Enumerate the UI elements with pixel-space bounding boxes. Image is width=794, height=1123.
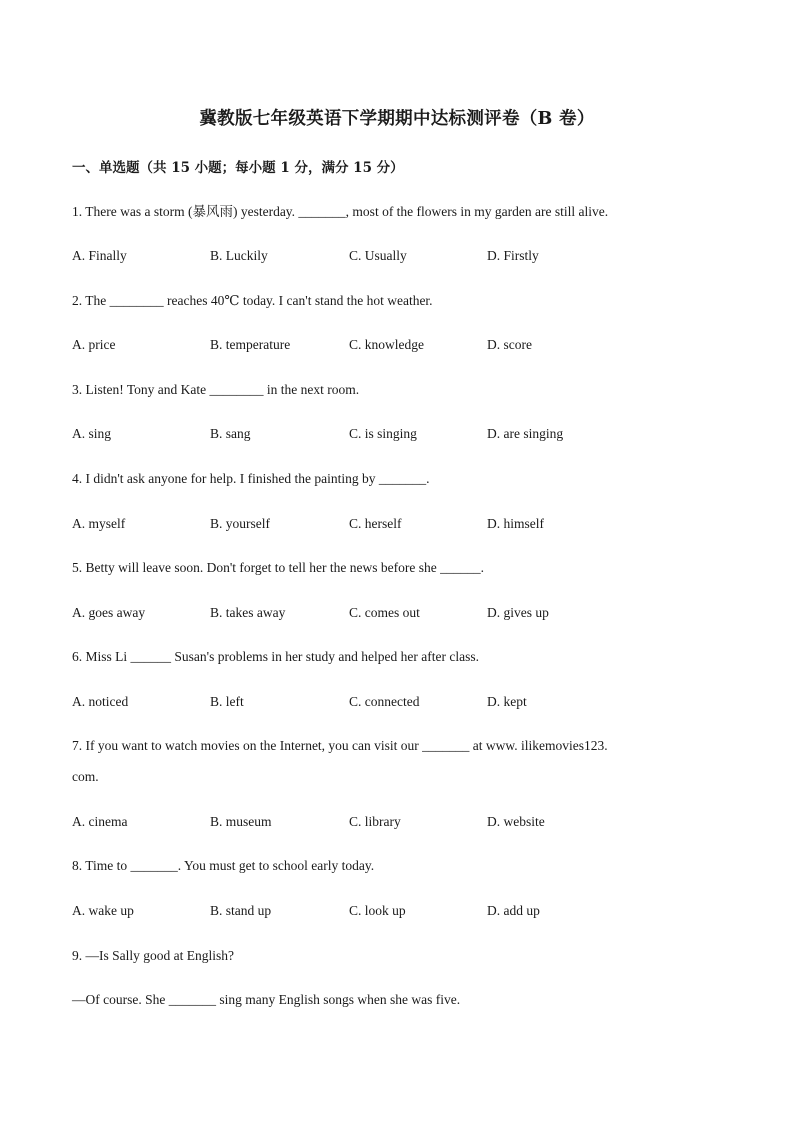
question-2-option-b: B. temperature	[210, 337, 291, 352]
question-8-stem: 8. Time to _______. You must get to school early today.	[72, 858, 375, 873]
question-8-option-b: B. stand up	[210, 903, 272, 918]
question-7-option-d: D. website	[487, 814, 545, 829]
question-7-option-c: C. library	[349, 814, 401, 829]
question-8-option-a: A. wake up	[72, 903, 134, 918]
question-3-stem: 3. Listen! Tony and Kate ________ in the next room.	[72, 382, 360, 397]
question-5-option-c: C. comes out	[349, 605, 420, 620]
question-6-option-b: B. left	[210, 694, 244, 709]
question-1-option-d: D. Firstly	[487, 248, 539, 263]
question-2-option-d: D. score	[487, 337, 532, 352]
question-8-option-d: D. add up	[487, 903, 540, 918]
question-5-option-b: B. takes away	[210, 605, 286, 620]
question-4-option-b: B. yourself	[210, 516, 270, 531]
question-4-option-d: D. himself	[487, 516, 544, 531]
question-6-option-d: D. kept	[487, 694, 527, 709]
question-7-option-b: B. museum	[210, 814, 272, 829]
question-7-stem-continued: com.	[72, 769, 99, 784]
question-7-option-a: A. cinema	[72, 814, 128, 829]
question-9-stem: 9. —Is Sally good at English?	[72, 948, 234, 963]
question-2-option-a: A. price	[72, 337, 116, 352]
question-5-option-a: A. goes away	[72, 605, 146, 620]
question-1-stem: 1. There was a storm (暴风雨) yesterday. _______, most of the flowers in my garden are still alive.	[72, 204, 609, 219]
question-3-option-d: D. are singing	[487, 426, 564, 441]
question-1-option-c: C. Usually	[349, 248, 407, 263]
question-5-option-d: D. gives up	[487, 605, 549, 620]
question-9-stem-continued: —Of course. She _______ sing many English songs when she was five.	[72, 992, 461, 1007]
section-heading: 一、单选题（共 15 小题；每小题 1 分，满分 15 分）	[72, 160, 404, 176]
question-6-stem: 6. Miss Li ______ Susan's problems in her study and helped her after class.	[72, 649, 479, 664]
question-3-option-a: A. sing	[72, 426, 112, 441]
question-4-stem: 4. I didn't ask anyone for help. I finished the painting by _______.	[72, 471, 430, 486]
page-title: 冀教版七年级英语下学期期中达标测评卷（B 卷）	[199, 109, 595, 129]
question-1-option-a: A. Finally	[72, 248, 127, 263]
question-3-option-c: C. is singing	[349, 426, 417, 441]
question-5-stem: 5. Betty will leave soon. Don't forget to tell her the news before she ______.	[72, 560, 484, 575]
question-3-option-b: B. sang	[210, 426, 251, 441]
question-4-option-a: A. myself	[72, 516, 126, 531]
question-6-option-c: C. connected	[349, 694, 420, 709]
question-1-option-b: B. Luckily	[210, 248, 268, 263]
question-2-stem: 2. The ________ reaches 40℃ today. I can't stand the hot weather.	[72, 293, 433, 308]
question-8-option-c: C. look up	[349, 903, 406, 918]
question-7-stem: 7. If you want to watch movies on the Internet, you can visit our _______ at www. ilikemovies123.	[72, 738, 608, 753]
question-6-option-a: A. noticed	[72, 694, 129, 709]
question-4-option-c: C. herself	[349, 516, 402, 531]
question-2-option-c: C. knowledge	[349, 337, 424, 352]
